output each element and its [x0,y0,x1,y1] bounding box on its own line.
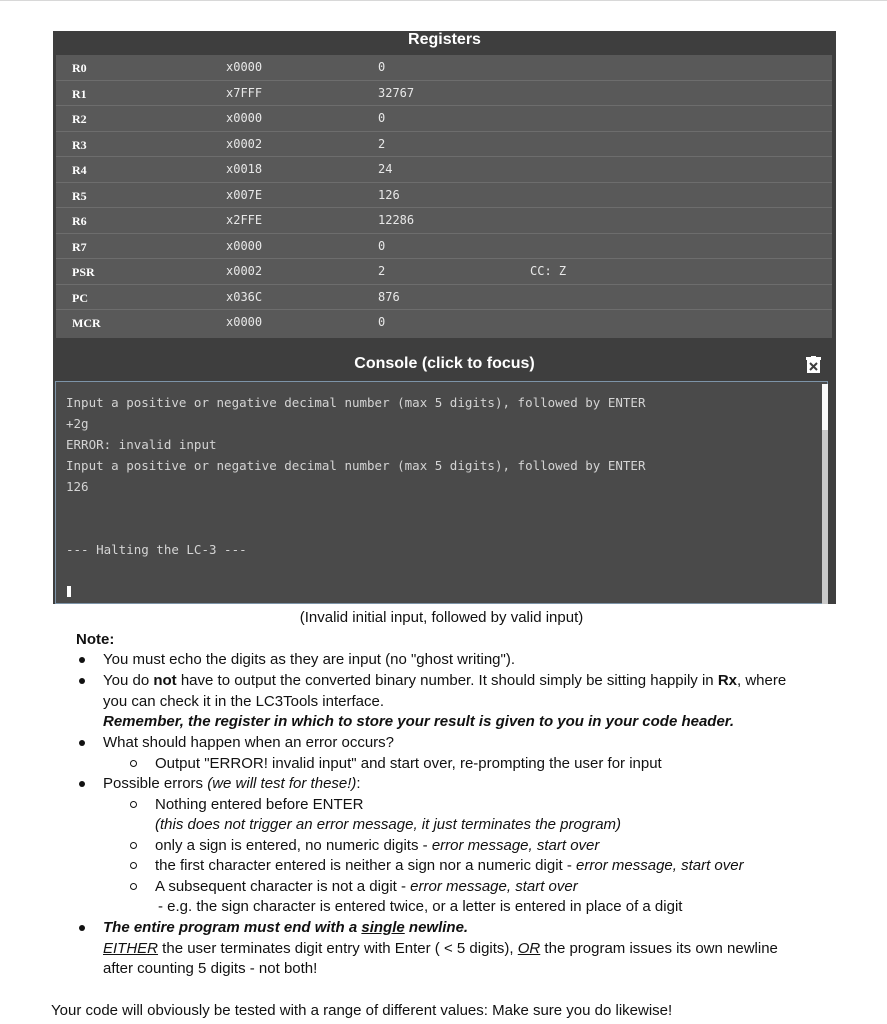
register-dec[interactable]: 2 [378,136,386,151]
console-line: Input a positive or negative decimal number (max 5 digits), followed by ENTER [66,395,646,410]
registers-title: Registers [408,31,481,48]
note-single-newline [103,918,468,939]
note-possible-errors [103,774,361,795]
register-row[interactable] [56,183,832,209]
text: only a sign is entered, no numeric digits - [155,836,432,854]
text-bold: Rx [717,672,738,689]
register-name: R5 [72,188,87,203]
register-hex[interactable]: x0000 [226,60,263,74]
console-cursor [67,586,71,597]
register-hex[interactable]: x2FFE [226,213,263,227]
text-italic: error message, start over [410,877,578,895]
register-row[interactable] [56,157,832,183]
text: You do [103,672,154,689]
register-name: R2 [72,112,87,126]
note-error-question: What should happen when an error occurs? [103,734,395,751]
console-output[interactable] [55,381,828,604]
register-hex[interactable]: x0002 [226,264,263,278]
text-italic: error message, start over [576,857,744,874]
console-scrollbar-thumb[interactable] [822,384,828,430]
register-row[interactable] [56,55,832,81]
register-hex[interactable]: x0000 [226,111,263,125]
console-line: ERROR: invalid input [66,437,217,452]
register-dec[interactable]: 0 [378,60,386,74]
register-name: MCR [72,316,101,330]
text: The entire program must end with a [103,919,362,936]
figure-caption [0,609,887,626]
text: the first character entered is neither a sign nor a numeric digit - [155,857,577,874]
register-dec[interactable]: 0 [378,111,386,125]
register-name: R7 [72,239,87,254]
text-underline: OR [517,939,541,957]
register-hex[interactable]: x0000 [226,315,263,329]
bullet [79,740,85,746]
register-row[interactable] [56,81,832,107]
sub-bullet [130,862,137,869]
register-hex[interactable]: x007E [226,187,263,202]
register-hex[interactable]: x0002 [226,136,263,151]
error-nothing-entered: Nothing entered before ENTER [155,795,364,813]
caption-text: (Invalid initial input, followed by valid input) [299,609,584,626]
text-italic: error message, start over [431,836,600,854]
register-name: PSR [72,265,95,279]
register-row[interactable] [56,234,832,260]
register-hex[interactable]: x0018 [226,162,263,176]
register-hex[interactable]: x0000 [226,238,263,253]
bullet [79,781,85,787]
register-dec[interactable]: 126 [378,187,400,202]
note-lc3tools: you can check it in the LC3Tools interface. [103,692,384,710]
register-row[interactable] [56,132,832,158]
console-line: --- Halting the LC-3 --- [66,542,247,557]
sub-bullet [130,883,137,890]
console-title[interactable]: Console (click to focus) [354,355,535,372]
register-name: R6 [72,214,87,228]
register-row[interactable] [56,259,832,285]
bullet [79,657,85,663]
text: have to output the converted binary number. It should simply be sitting happily in [176,672,718,689]
console-line: +2g [66,416,89,431]
text-underline: single [361,919,405,936]
register-dec[interactable]: 12286 [378,213,415,227]
register-name: R3 [72,137,87,152]
footer-text: Your code will obviously be tested with a range of different values: Make sure you do likewise! [51,1002,673,1019]
text: the user terminates digit entry with Enter ( < 5 digits), [158,939,518,957]
notes-heading: Note: [76,631,115,648]
sub-bullet [130,760,137,767]
error-nothing-entered-detail: (this does not trigger an error message, it just terminates the program) [155,816,622,833]
register-row[interactable] [56,285,832,311]
clear-console-icon[interactable] [806,356,821,373]
note-either-or [103,939,778,960]
bullet [79,678,85,684]
text-italic: (we will test for these!) [207,775,357,792]
register-row[interactable] [56,208,832,234]
console-line [66,497,645,518]
error-first-char [155,856,744,877]
register-hex[interactable]: x036C [226,289,263,304]
register-dec[interactable]: 0 [378,238,386,253]
register-dec[interactable]: 32767 [378,85,415,100]
note-remember: Remember, the register in which to store your result is given to you in your code header. [103,713,734,730]
note-error-action: Output "ERROR! invalid input" and start over, re-prompting the user for input [155,754,662,772]
text: newline. [404,919,469,936]
register-name: R1 [72,86,87,101]
register-row[interactable] [56,310,832,336]
note-no-output [103,671,786,692]
register-name: R0 [72,61,87,75]
register-hex[interactable]: x7FFF [226,85,263,100]
register-row[interactable] [56,106,832,132]
error-example: - e.g. the sign character is entered twice, or a letter is entered in place of a digit [158,898,683,915]
text: : [356,775,361,792]
text: the program issues its own newline [540,939,778,957]
register-dec[interactable]: 24 [378,162,393,176]
error-subsequent-char [155,877,578,898]
text: Possible errors [103,775,208,792]
lc3tools-panel [53,31,836,604]
sub-bullet [130,842,137,849]
note-echo-digits: You must echo the digits as they are input (no "ghost writing"). [103,651,515,668]
condition-code: CC: Z [530,264,567,278]
sub-bullet [130,801,137,808]
register-dec[interactable]: 0 [378,315,386,329]
text: , where [737,672,787,689]
note-not-both: after counting 5 digits - not both! [103,960,318,977]
console-line: Input a positive or negative decimal number (max 5 digits), followed by ENTER [66,458,646,473]
console-line [66,518,645,539]
register-dec[interactable]: 876 [378,289,400,304]
text: A subsequent character is not a digit - [155,877,411,895]
console-line: 126 [66,479,89,494]
register-name: PC [72,290,88,305]
bullet [79,925,85,931]
register-name: R4 [72,163,87,177]
text-bold: not [153,672,177,689]
text-underline: EITHER [103,939,159,957]
page-top-border [0,0,887,1]
error-only-sign [155,836,599,857]
registers-table [56,55,832,338]
register-dec[interactable]: 2 [378,264,386,278]
